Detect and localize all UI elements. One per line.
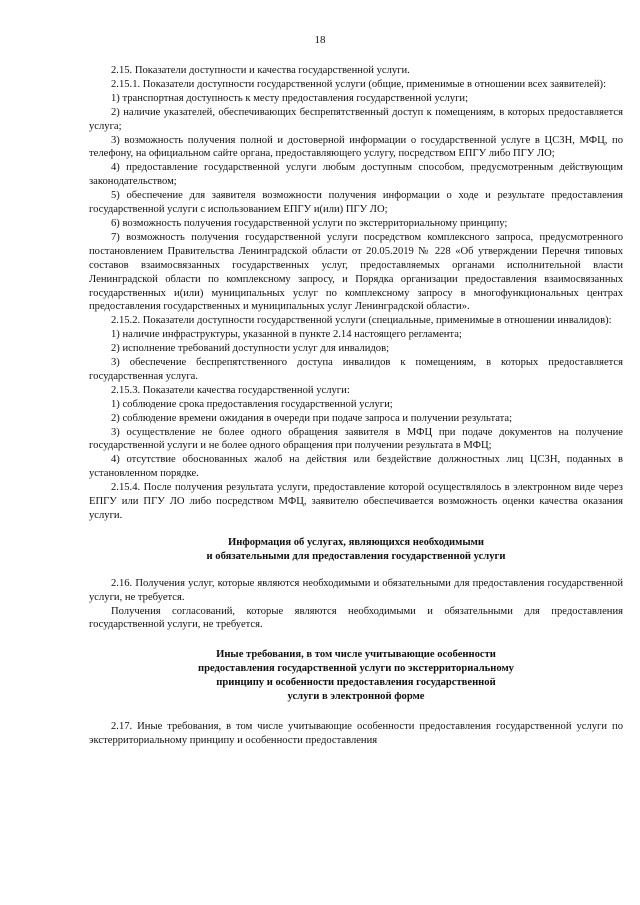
list-item: 2) соблюдение времени ожидания в очереди при подаче запроса и получении результата; [111, 412, 513, 424]
section-heading-line: услуги в электронной форме [287, 691, 425, 703]
section-heading-line: и обязательными для предоставления государственной услуги [206, 550, 506, 562]
list-item: 2) наличие указателей, обеспечивающих беспрепятственный доступ к помещениям, в которых предоставляется услуга; [89, 106, 623, 132]
paragraph: 2.15. Показатели доступности и качества государственной услуги. [111, 65, 410, 76]
list-item: 7) возможность получения государственной услуги посредством комплексного запроса, предусмотренного постановлением Правительства Ленинградской области от 20.05.2019 № 228 «Об утверждении Перечня типовых составов взаимосвязанных государственных услуг, предоставляемых органами исполнительной власти Ленинградской области по комплексному запросу, и Порядка организации предоставления взаимосвязанных государственных и(или) муниципальных услуг по комплексному запросу в многофункциональных центрах предоставления государственных и муниципальных услуг Ленинградской области». [89, 231, 623, 313]
section-heading-line: предоставления государственной услуги по экстерриториальному [198, 663, 514, 675]
list-item: 5) обеспечение для заявителя возможности получения информации о ходе и результате предоставления государственной услуги с использованием ЕПГУ и(или) ПГУ ЛО; [89, 190, 623, 216]
section-heading-line: Иные требования, в том числе учитывающие особенности [216, 649, 496, 661]
list-item: 4) отсутствие обоснованных жалоб на действия или бездействие должностных лиц ЦСЗН, поданных в установленном порядке. [89, 454, 623, 480]
paragraph: Получения согласований, которые являются необходимыми и обязательными для предоставления государственной услуги, не требуется. [89, 605, 623, 631]
paragraph: 2.16. Получения услуг, которые являются необходимыми и обязательными для предоставления государственной услуги, не требуется. [89, 577, 623, 603]
list-item: 2) исполнение требований доступности услуг для инвалидов; [111, 343, 390, 355]
list-item: 3) обеспечение беспрепятственного доступа инвалидов к помещениям, в которых предоставляется государственная услуга. [89, 357, 623, 382]
paragraph: 2.17. Иные требования, в том числе учитывающие особенности предоставления государственной услуги по экстерриториальному принципу и особенности предоставления [89, 720, 623, 746]
list-item: 6) возможность получения государственной услуги по экстерриториальному принципу; [111, 217, 508, 229]
list-item: 1) транспортная доступность к месту предоставления государственной услуги; [111, 92, 469, 104]
section-heading-line: Информация об услугах, являющихся необходимыми [228, 536, 484, 548]
paragraph: 2.15.4. После получения результата услуги, предоставление которой осуществлялось в электронном виде через ЕПГУ или ПГУ ЛО либо посредством МФЦ, заявителю обеспечивается возможность оценки качества оказания услуги. [89, 482, 623, 521]
paragraph: 2.15.1. Показатели доступности государственной услуги (общие, применимые в отношении всех заявителей): [111, 78, 607, 90]
list-item: 3) осуществление не более одного обращения заявителя в МФЦ при подаче документов на получение государственной услуги и не более одного обращения при получении результата в МФЦ; [89, 426, 623, 452]
list-item: 4) предоставление государственной услуги любым доступным способом, предусмотренным действующим законодательством; [89, 162, 623, 188]
list-item: 1) наличие инфраструктуры, указанной в пункте 2.14 настоящего регламента; [111, 329, 462, 341]
paragraph: 2.15.3. Показатели качества государственной услуги: [111, 384, 350, 396]
document-body [89, 64, 623, 748]
list-item: 3) возможность получения полной и достоверной информации о государственной услуге в ЦСЗН, МФЦ, по телефону, на официальном сайте органа, предоставляющего услугу, посредством ЕПГУ либо ПГУ ЛО; [89, 134, 623, 160]
section-heading-line: принципу и особенности предоставления государственной [216, 677, 496, 689]
paragraph: 2.15.2. Показатели доступности государственной услуги (специальные, применимые в отношении инвалидов): [111, 315, 612, 327]
list-item: 1) соблюдение срока предоставления государственной услуги; [111, 398, 393, 410]
page-number: 18 [314, 34, 326, 46]
